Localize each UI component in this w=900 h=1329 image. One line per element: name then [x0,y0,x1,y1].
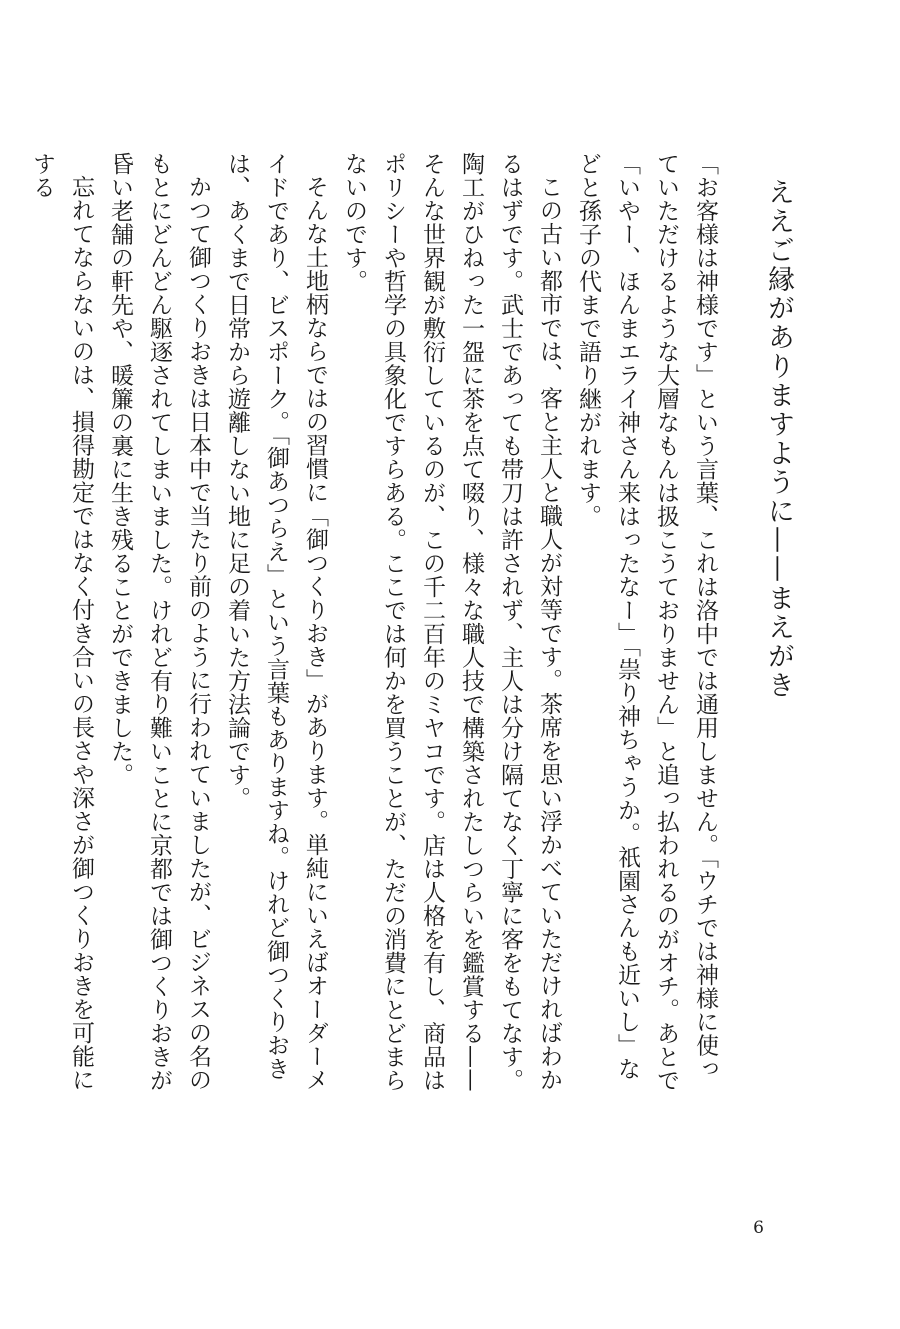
paragraph: 「お客様は神様です」という言葉、これは洛中では通用しません。「ウチでは神様に使っていただけるような大層なもんは扱こうておりません」と追っ払われるのがオチ。あとで「いやー、ほんまエライ神さん来はったなー」「祟り神ちゃうか。祇園さんも近いし」などと孫子の代まで語り継がれます。 [575,152,718,1092]
chapter-title: ええご縁がありますように——まえがき [763,178,794,700]
paragraph: この古い都市では、客と主人と職人が対等です。茶席を思い浮かべていただければわかるはずです。武士であっても帯刀は許されず、主人は分け隔てなく丁寧に客をもてなす。陶工がひねった一盌に茶を点て啜り、様々な職人技で構築されたしつらいを鑑賞する——そんな世界観が敷衍しているのが、この千二百年のミヤコです。店は人格を有し、商品はポリシーや哲学の具象化ですらある。ここでは何かを買うことが、ただの消費にとどまらないのです。 [341,152,562,1092]
page-number: 6 [753,1218,764,1238]
body-text [22,152,724,1092]
paragraph: 忘れてならないのは、損得勘定ではなく付き合いの長さや深さが御つくりおきを可能にする [29,152,94,1092]
paragraph: そんな土地柄ならではの習慣に「御つくりおき」があります。単純にいえばオーダーメイドであり、ビスポーク。「御あつらえ」という言葉もありますね。けれど御つくりおきは、あくまで日常から遊離しない地に足の着いた方法論です。 [224,152,328,1092]
paragraph: かつて御つくりおきは日本中で当たり前のように行われていましたが、ビジネスの名のもとにどんどん駆逐されてしまいました。けれど有り難いことに京都では御つくりおきが昏い老舗の軒先や、暖簾の裏に生き残ることができました。 [107,152,211,1092]
